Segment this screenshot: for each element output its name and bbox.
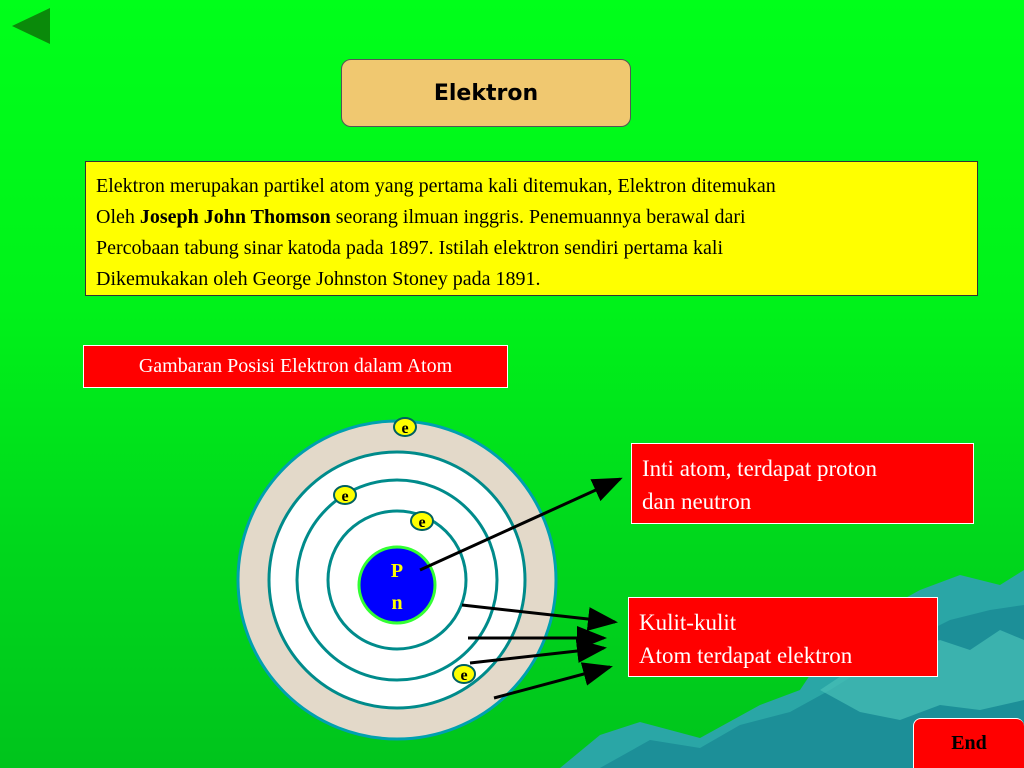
page-title: Elektron — [341, 59, 631, 127]
svg-text:e: e — [341, 488, 349, 505]
description-scientist-name: Joseph John Thomson — [139, 206, 331, 228]
description-line-3: Percobaan tabung sinar katoda pada 1897. Istilah elektron sendiri pertama kali — [96, 237, 724, 259]
shell-callout: Kulit-kulit Atom terdapat elektron — [628, 597, 938, 677]
svg-text:e: e — [401, 420, 409, 437]
svg-text:e: e — [418, 514, 426, 531]
nucleus-neutron-label: n — [391, 592, 403, 614]
description-line-2: Oleh Joseph John Thomson seorang ilmuan inggris. Penemuannya berawal dari — [96, 206, 746, 228]
nucleus-proton-label: P — [390, 560, 404, 582]
diagram-label: Gambaran Posisi Elektron dalam Atom — [83, 345, 508, 388]
end-button[interactable]: End — [913, 718, 1024, 768]
electron — [411, 512, 433, 531]
description-line-1: Elektron merupakan partikel atom yang pertama kali ditemukan, Elektron ditemukan — [96, 175, 776, 197]
description-line-4: Dikemukakan oleh George Johnston Stoney pada 1891. — [96, 268, 541, 290]
nucleus-callout: Inti atom, terdapat proton dan neutron — [631, 443, 974, 524]
electron — [334, 486, 356, 505]
electron — [394, 418, 416, 437]
svg-text:e: e — [460, 667, 468, 684]
electron — [453, 665, 475, 684]
